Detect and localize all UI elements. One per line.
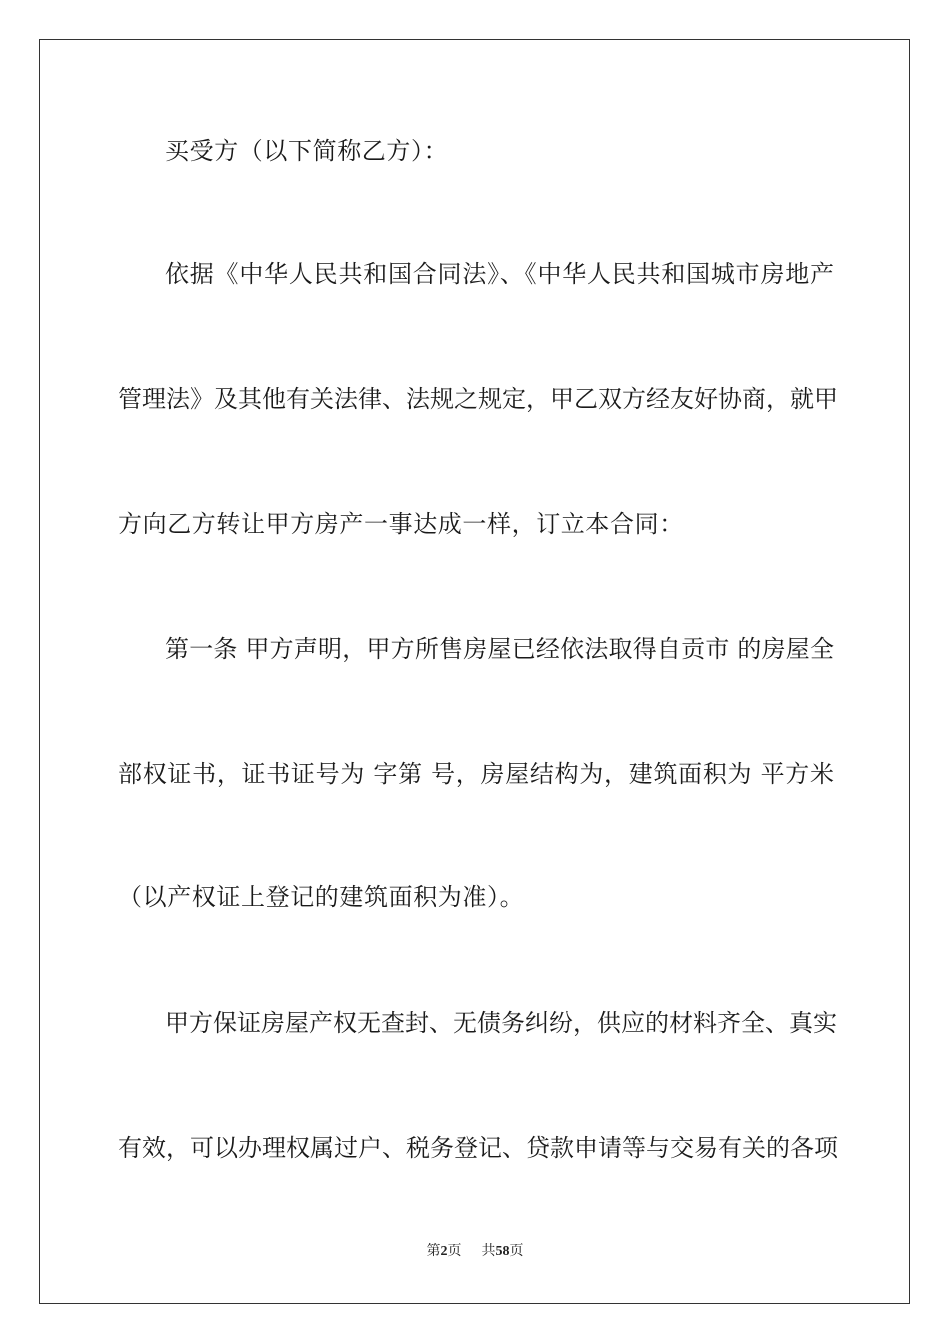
page-suffix: 页 <box>447 1244 462 1259</box>
text-line: 部权证书，证书证号为 字第 号，房屋结构为，建筑面积为 平方米 <box>118 760 834 788</box>
text-line: 第一条 甲方声明，甲方所售房屋已经依法取得自贡市 的房屋全 <box>165 635 834 663</box>
total-prefix: 共 <box>481 1244 496 1259</box>
total-pages: 58 <box>495 1244 510 1259</box>
text-line: 管理法》及其他有关法律、法规之规定，甲乙双方经友好协商，就甲 <box>118 385 838 413</box>
page-number: 2 <box>440 1244 448 1259</box>
text-line: 甲方保证房屋产权无查封、无债务纠纷，供应的材料齐全、真实 <box>165 1009 837 1037</box>
text-line: 方向乙方转让甲方房产一事达成一样，订立本合同： <box>118 510 684 538</box>
text-line: 买受方（以下简称乙方）： <box>165 137 449 165</box>
page-prefix: 第 <box>426 1244 441 1259</box>
total-suffix: 页 <box>509 1244 524 1259</box>
page-border <box>39 39 910 1304</box>
text-line: （以产权证上登记的建筑面积为准）。 <box>118 883 525 911</box>
text-line: 依据《中华人民共和国合同法》、《中华人民共和国城市房地产 <box>165 260 834 288</box>
page-footer <box>0 1243 950 1261</box>
text-line: 有效，可以办理权属过户、税务登记、贷款申请等与交易有关的各项 <box>118 1134 838 1162</box>
